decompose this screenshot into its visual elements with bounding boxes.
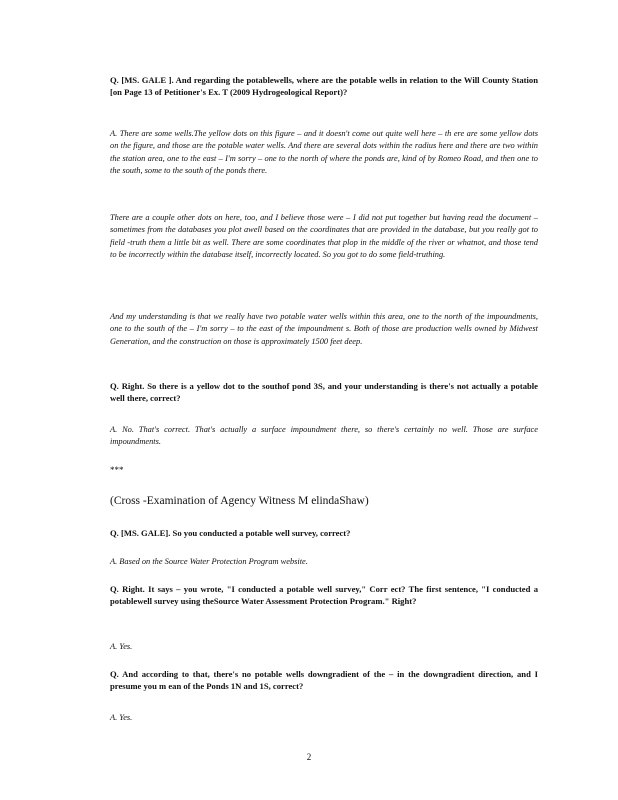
question-3: Q. [MS. GALE]. So you conducted a potable well survey, correct? — [110, 528, 351, 538]
page-number: 2 — [306, 752, 312, 762]
answer-3: A. Based on the Source Water Protection Program website. — [110, 557, 308, 566]
answer-1-continued: There are a couple other dots on here, too, and I believe those were – I did not put together but having read the document – sometimes from the databases you plot awell based on the coordinates that are provided in the database, but you really got to field -truth them a little bit as well. There are some coordinates that plop in the middle of the river or whatnot, and those tend to be incorrectly within the database itself, incorrectly located. So you got to do some field-truthing. — [110, 213, 538, 260]
question-5: Q. And according to that, there's no potable wells downgradient of the – in the downgradient direction, and I presume you m ean of the Ponds 1N and 1S, correct? — [110, 669, 538, 692]
answer-1: A. There are some wells.The yellow dots on this figure – and it doesn't come out quite well here – th ere are some yellow dots on the figure, and those are the potable water wells. And there are several dots within the radius here and there are two within the station area, one to the east – I'm sorry – one to the north of where the ponds are, kind of by Romeo Road, and then one to the south, some to the south of the ponds there. — [110, 129, 538, 176]
answer-4: A. Yes. — [110, 642, 133, 651]
answer-5: A. Yes. — [110, 713, 133, 722]
answer-2: A. No. That's correct. That's actually a surface impoundment there, so there's certainly no well. Those are surface impoundments. — [110, 425, 538, 447]
answer-1-conclusion: And my understanding is that we really have two potable water wells within this area, one to the north of the impoundments, one to the south of the – I'm sorry – to the east of the impoundment s. Both of those are production wells owned by Midwest Generation, and the construction on those is approximately 1500 feet deep. — [110, 312, 538, 346]
section-separator: *** — [110, 465, 124, 475]
question-1: Q. [MS. GALE ]. And regarding the potablewells, where are the potable wells in relation to the Will County Station [on Page 13 of Petitioner's Ex. T (2009 Hydrogeological Report)? — [110, 75, 538, 98]
section-heading: (Cross -Examination of Agency Witness M elindaShaw) — [110, 495, 369, 507]
question-4: Q. Right. It says – you wrote, "I conducted a potable well survey," Corr ect? The first sentence, "I conducted a potablewell survey using theSource Water Assessment Protection Program." Right? — [110, 584, 538, 607]
question-2: Q. Right. So there is a yellow dot to the southof pond 3S, and your understanding is there's not actually a potable well there, correct? — [110, 381, 538, 404]
